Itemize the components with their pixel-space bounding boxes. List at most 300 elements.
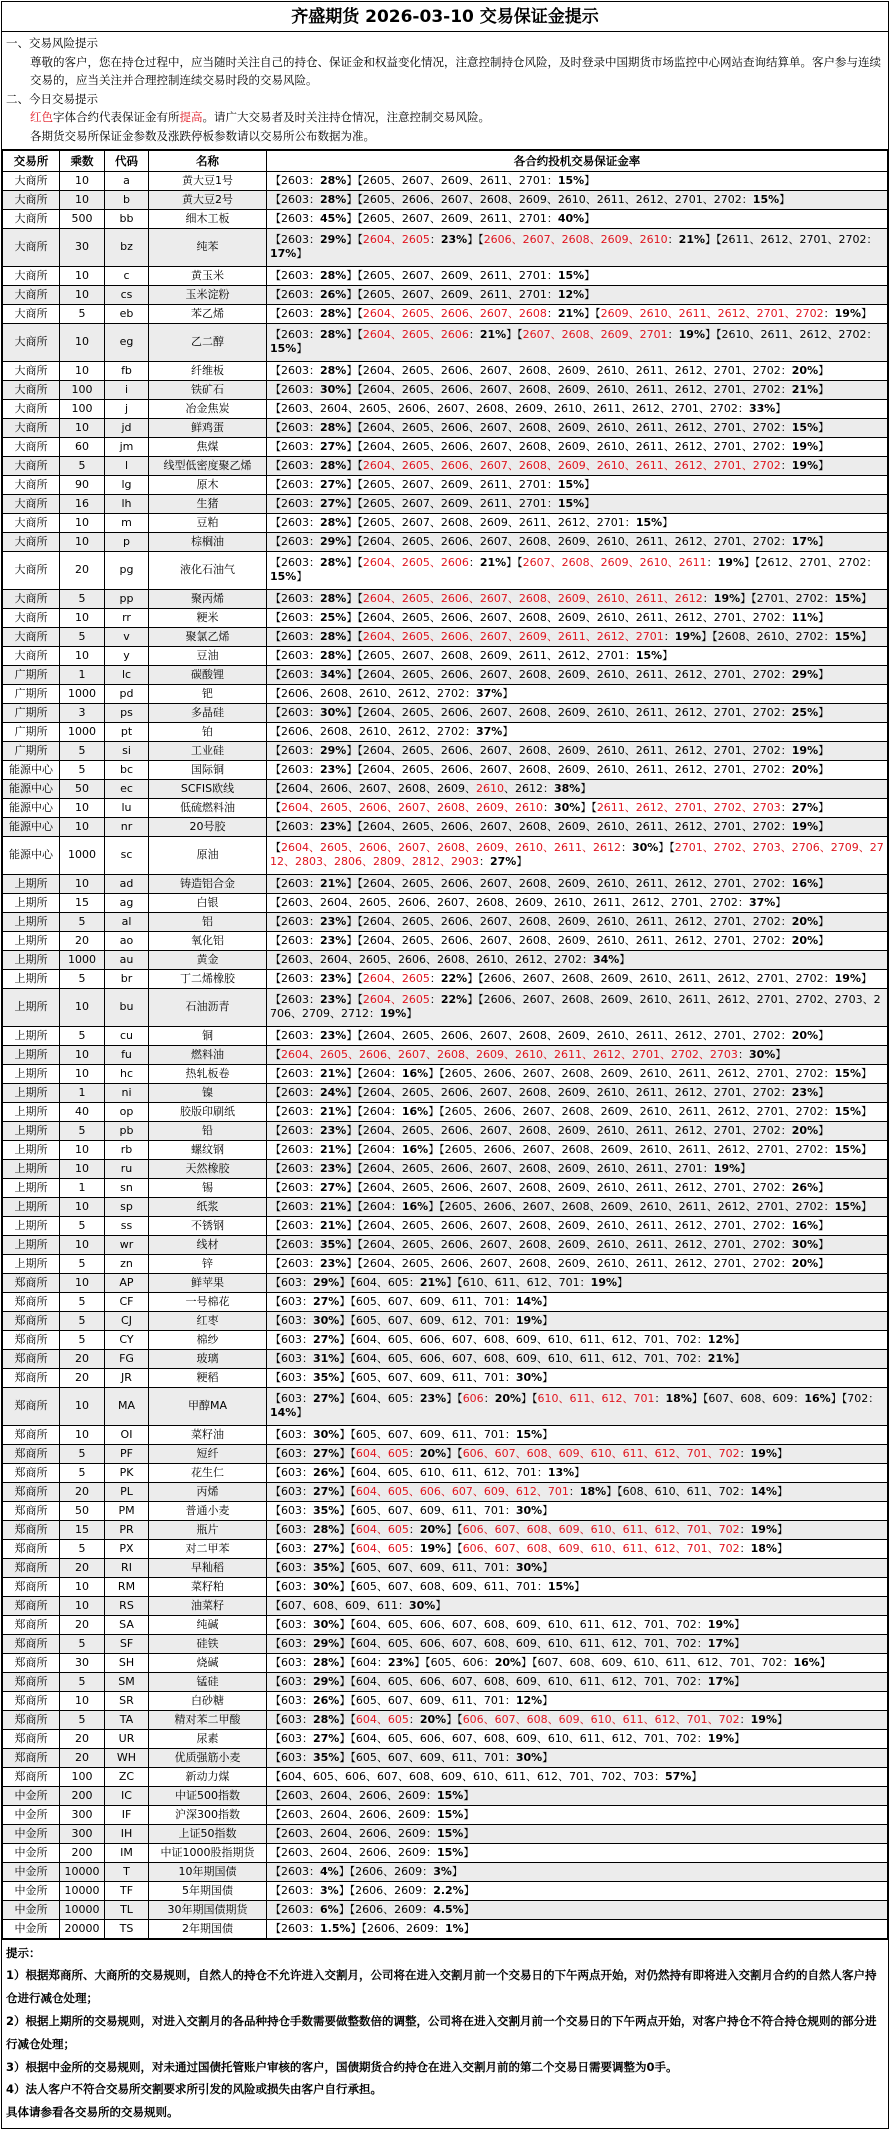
contracts: ： [429,971,441,985]
rate-value: 18% [665,1392,692,1406]
contracts: 】【2606、2607、2608、2609、2610、2611、2612、2701、2702、2703、2706、2709、2712： [270,993,881,1021]
table-header-row [3,150,888,171]
contracts: 】【 [339,1446,356,1460]
cell-exchange: 大商所 [3,190,60,209]
cell-name: 黄大豆2号 [149,190,267,209]
cell-code: WH [105,1748,149,1767]
cell-name: 丁二烯橡胶 [149,969,267,988]
contracts: ： [706,556,718,570]
cell-multiplier: 60 [60,437,105,456]
contracts: 【 [270,800,281,814]
rate-value: 37% [475,686,503,700]
rate-value: 23% [440,233,468,247]
cell-code: ag [105,893,149,912]
rate-value: 23% [320,1123,347,1137]
rate-value: 19% [590,1275,618,1289]
rate-value: 23% [387,1655,415,1669]
contracts: ： [620,841,632,855]
cell-margin-rate [267,1729,888,1748]
cell-code: p [105,532,149,551]
contracts: 】【702： [830,1392,880,1406]
cell-name: 对二甲苯 [149,1539,267,1558]
rate-value: 30% [631,841,659,855]
contracts: 】 [542,1313,554,1327]
cell-code: l [105,456,149,475]
cell-code: a [105,171,149,190]
cell-multiplier: 20 [60,931,105,950]
cell-code: bc [105,760,149,779]
contracts: 】【 [346,591,363,605]
table-row [3,1710,888,1729]
rate-value: 30% [515,1503,543,1517]
cell-multiplier: 5 [60,1216,105,1235]
cell-name: 玻璃 [149,1349,267,1368]
table-row [3,1824,888,1843]
cell-multiplier: 1000 [60,684,105,703]
cell-multiplier: 300 [60,1805,105,1824]
cell-code: ps [105,703,149,722]
cell-exchange: 郑商所 [3,1596,60,1615]
contracts: 【2603： [270,1142,320,1156]
rate-value: 28% [320,420,347,434]
cell-margin-rate [267,1710,888,1729]
cell-multiplier: 5 [60,1254,105,1273]
cell-margin-rate [267,475,888,494]
contracts: 【 [270,1047,281,1061]
rate-value: 16% [401,1066,429,1080]
cell-code: RI [105,1558,149,1577]
rate-value: 17% [791,534,819,548]
table-row [3,1805,888,1824]
contracts: 】 [463,1826,475,1840]
rate-value: 19% [515,1313,543,1327]
contracts: 】 [818,363,830,377]
contracts: 【2603： [270,382,320,396]
contracts: 】【2604、2605、2606、2607、2608、2609、2610、2611、2612、2701、2702： [346,876,792,890]
table-row [3,551,888,589]
cell-code: pb [105,1121,149,1140]
rate-value: 26% [313,1465,340,1479]
rate-value: 30% [515,1370,543,1384]
contracts: ： [663,629,675,643]
contracts: 】 [502,686,514,700]
cell-code: zn [105,1254,149,1273]
cell-name: 国际铜 [149,760,267,779]
cell-code: cs [105,285,149,304]
contracts: 】 [296,570,308,584]
table-row [3,1672,888,1691]
rate-value: 15% [635,648,663,662]
cell-name: 甲醇MA [149,1387,267,1425]
rate-value: 20% [791,1028,819,1042]
cell-margin-rate [267,1691,888,1710]
cell-margin-rate [267,1805,888,1824]
cell-name: 聚氯乙烯 [149,627,267,646]
contracts: 】【604、605、606、607、608、609、610、611、612、701、702： [339,1617,708,1631]
contracts: 】【605、607、609、611、701： [339,1560,516,1574]
cell-code: cu [105,1026,149,1045]
contracts: 【603： [270,1503,313,1517]
rate-value: 16% [791,876,819,890]
contracts: 】 [860,1066,872,1080]
contracts: 【2603： [270,819,320,833]
rate-value: 27% [320,477,347,491]
cell-exchange: 能源中心 [3,760,60,779]
contracts: 】 [617,1275,629,1289]
contracts: 【2603： [270,971,320,985]
rate-value: 38% [553,781,581,795]
cell-margin-rate [267,1121,888,1140]
cell-multiplier: 1000 [60,722,105,741]
cell-margin-rate [267,1615,888,1634]
table-row [3,532,888,551]
rate-value: 15% [834,1199,861,1213]
cell-code: IM [105,1843,149,1862]
cell-multiplier: 5 [60,1121,105,1140]
cell-multiplier: 20 [60,1615,105,1634]
rate-value: 28% [313,1522,340,1536]
cell-multiplier: 500 [60,209,105,228]
table-row [3,988,888,1026]
contracts: 】 [584,287,596,301]
cell-margin-rate [267,1919,888,1938]
contracts: 【603： [270,1446,313,1460]
rate-value: 30% [791,1237,819,1251]
cell-margin-rate [267,1520,888,1539]
rate-value: 28% [320,648,347,662]
rate-value: 15% [515,1427,543,1441]
footer-note: 4）法人客户不符合交易所交割要求所引发的风险或损失由客户自行承担。 [6,2082,382,2097]
raised-contracts: 606 [462,1392,484,1406]
table-row [3,1444,888,1463]
cell-name: 中证1000股指期货 [149,1843,267,1862]
contracts: ： [408,1541,420,1555]
raised-contracts: 606、607、608、609、610、611、612、701、702 [462,1522,740,1536]
rate-value: 15% [557,477,585,491]
cell-multiplier: 5 [60,456,105,475]
col-rate: 各合约投机交易保证金率 [267,150,888,171]
rate-value: 20% [791,1123,819,1137]
contracts: 】 [580,781,592,795]
cell-exchange: 中金所 [3,1805,60,1824]
cell-name: 锰硅 [149,1672,267,1691]
rate-value: 23% [320,933,347,947]
contracts: ： [739,1541,751,1555]
rate-value: 12% [515,1693,543,1707]
rate-value: 29% [313,1636,340,1650]
cell-code: wr [105,1235,149,1254]
contracts: 【2603： [270,556,320,570]
contracts: 】【605、607、609、611、701： [339,1693,516,1707]
cell-margin-rate [267,969,888,988]
col-name: 名称 [149,150,267,171]
table-row [3,817,888,836]
contracts: 【2603、2604、2606、2609： [270,1807,437,1821]
cell-margin-rate [267,1197,888,1216]
contracts: 】【604、605、606、607、608、609、610、611、612、701、702： [339,1332,708,1346]
raised-contracts: 604、605 [355,1522,409,1536]
contracts: 】【2604、2605、2606、2607、2608、2609、2610、2611、2612、2701、2702： [346,667,792,681]
rate-value: 23% [791,1085,819,1099]
contracts: 】【2606、2609： [338,1883,434,1897]
cell-multiplier: 20 [60,1482,105,1501]
table-row [3,1197,888,1216]
cell-code: fb [105,361,149,380]
cell-multiplier: 10 [60,1596,105,1615]
cell-code: fu [105,1045,149,1064]
rate-value: 19% [791,743,819,757]
cell-name: 线材 [149,1235,267,1254]
cell-margin-rate [267,266,888,285]
contracts: 【2603： [270,287,320,301]
rate-value: 15% [547,1579,575,1593]
cell-multiplier: 16 [60,494,105,513]
contracts: 】【 [339,1712,356,1726]
cell-multiplier: 5 [60,304,105,323]
table-row [3,969,888,988]
cell-exchange: 广期所 [3,722,60,741]
contracts: 】【605、607、609、612、701： [339,1313,516,1327]
contracts: 】【605、606： [414,1655,495,1669]
cell-code: c [105,266,149,285]
cell-exchange: 大商所 [3,437,60,456]
cell-name: 天然橡胶 [149,1159,267,1178]
contracts: 【2603： [270,1237,320,1251]
cell-code: IH [105,1824,149,1843]
rate-value: 19% [750,1712,777,1726]
cell-margin-rate [267,1862,888,1881]
contracts: 【2603： [270,993,320,1007]
cell-name: 锌 [149,1254,267,1273]
raised-contracts: 2607、2608、2609、2701 [522,328,668,342]
table-row [3,171,888,190]
rate-value: 15% [834,1142,861,1156]
contracts: 】【2604、2605、2606、2607、2608、2609、2610、2611、2612、2701、2702： [346,1028,792,1042]
raised-contracts: 606、607、608、609、610、611、612、701、702 [462,1541,740,1555]
contracts: 【603： [270,1294,313,1308]
cell-exchange: 中金所 [3,1843,60,1862]
contracts: 】【 [446,1392,463,1406]
contracts: 】【2701、2702： [740,591,835,605]
contracts: 】 [818,1218,830,1232]
contracts: 【2603： [270,1123,320,1137]
rate-value: 30% [553,800,581,814]
cell-margin-rate [267,1824,888,1843]
cell-exchange: 广期所 [3,665,60,684]
cell-multiplier: 5 [60,1634,105,1653]
contracts: 】 [775,895,787,909]
rate-value: 16% [791,1218,819,1232]
contracts: 】 [435,1598,447,1612]
contracts: 】 [542,1560,554,1574]
rate-value: 28% [320,328,347,342]
rate-value: 25% [320,610,347,624]
contracts: 】【 [346,556,363,570]
cell-margin-rate [267,1254,888,1273]
cell-exchange: 大商所 [3,589,60,608]
rate-value: 23% [320,1256,347,1270]
contracts: 【2603： [270,591,320,605]
table-row [3,646,888,665]
footer-note: 3）根据中金所的交易规则，对未通过国债托管账户审核的客户，国债期货合约持仓在进入交割月前的第二个交易日需要调整为0手。 [6,2059,678,2074]
contracts: 】【 [339,1541,356,1555]
table-row [3,1634,888,1653]
cell-exchange: 上期所 [3,893,60,912]
cell-code: pd [105,684,149,703]
contracts: 【2603： [270,420,320,434]
cell-name: 螺纹钢 [149,1140,267,1159]
cell-name: 乙二醇 [149,323,267,361]
cell-margin-rate [267,456,888,475]
contracts: 】【604、605： [339,1392,420,1406]
cell-multiplier: 5 [60,627,105,646]
contracts: 【2603： [270,762,320,776]
raised-contracts: 604、605 [355,1541,409,1555]
contracts: ： [654,1392,666,1406]
contracts: 【603： [270,1522,313,1536]
cell-multiplier: 10 [60,418,105,437]
table-row [3,1501,888,1520]
table-row [3,950,888,969]
rate-value: 15% [436,1826,464,1840]
cell-multiplier: 10 [60,1235,105,1254]
cell-name: 白银 [149,893,267,912]
contracts: 【2603、2604、2606、2609： [270,1826,437,1840]
contracts: 】【 [658,841,675,855]
contracts: 】【2605、2606、2607、2608、2609、2610、2611、2612、2701、2702： [346,192,753,206]
contracts: 【2603、2604、2605、2606、2607、2608、2609、2610、2611、2612、2701、2702： [270,401,749,415]
contracts: 【2603： [270,1921,320,1935]
footer-note: 2）根据上期所的交易规则，对进入交割月的各品种持仓手数需要做整数倍的调整，公司将在进入交割月前一个交易日的下午两点开始，对客户持仓不符合持仓规则的部分进行减仓处理； [6,2013,877,2051]
cell-exchange: 广期所 [3,684,60,703]
contracts: 】【2606、2609： [338,1902,434,1916]
contracts: 】【 [584,306,601,320]
cell-multiplier: 50 [60,779,105,798]
cell-multiplier: 5 [60,589,105,608]
cell-multiplier: 10 [60,1045,105,1064]
contracts: 】 [818,1085,830,1099]
cell-multiplier: 3 [60,703,105,722]
cell-code: b [105,190,149,209]
rate-value: 27% [313,1541,340,1555]
rate-value: 37% [748,895,776,909]
cell-exchange: 大商所 [3,228,60,266]
contracts: 】【2605、2607、2608、2609、2611、2612、2701： [346,648,636,662]
contracts: 】 [542,1370,554,1384]
cell-multiplier: 1000 [60,836,105,874]
cell-exchange: 能源中心 [3,798,60,817]
contracts: 【2603、2604、2605、2606、2607、2608、2609、2610、2611、2612、2701、2702： [270,895,749,909]
today-line-1-end: 。请广大交易者及时关注持仓情况，注意控制交易风险。 [202,110,490,125]
contracts: 】 [777,1541,788,1555]
contracts: 【2606、2608、2610、2612、2702： [270,724,476,738]
table-row [3,836,888,874]
rate-value: 30% [313,1617,340,1631]
contracts: 】 [818,1180,830,1194]
cell-exchange: 中金所 [3,1786,60,1805]
cell-exchange: 广期所 [3,741,60,760]
rate-value: 27% [320,439,347,453]
cell-exchange: 郑商所 [3,1653,60,1672]
cell-name: 铸造铝合金 [149,874,267,893]
risk-heading: 一、交易风险提示 [6,36,98,50]
rate-value: 27% [320,1180,347,1194]
cell-name: 黄大豆1号 [149,171,267,190]
contracts: 】 [818,800,830,814]
cell-name: 纯苯 [149,228,267,266]
cell-name: 菜籽油 [149,1425,267,1444]
table-row [3,1425,888,1444]
cell-multiplier: 10 [60,798,105,817]
rate-value: 19% [834,306,861,320]
contracts: 】【607、608、609： [691,1392,805,1406]
cell-margin-rate [267,1634,888,1653]
table-row [3,418,888,437]
cell-code: PR [105,1520,149,1539]
cell-exchange: 郑商所 [3,1387,60,1425]
cell-code: SF [105,1634,149,1653]
rate-value: 20% [494,1392,522,1406]
rate-value: 29% [320,534,347,548]
rate-value: 26% [320,287,347,301]
cell-multiplier: 5 [60,1463,105,1482]
contracts: 】 [463,1807,475,1821]
rate-value: 16% [793,1655,820,1669]
contracts: ： [667,328,679,342]
cell-margin-rate [267,171,888,190]
rate-value: 35% [313,1560,340,1574]
today-line-1-mid: 字体合约代表保证金有所 [53,110,180,125]
cell-multiplier: 50 [60,1501,105,1520]
cell-code: ao [105,931,149,950]
rate-value: 17% [707,1674,735,1688]
raised-contracts: 2701、2702、2703、2706、2709、2712、2803、2806、2809、2812、2903 [270,841,884,869]
table-row [3,703,888,722]
contracts: 】 [691,1769,703,1783]
contracts: 】 [574,1579,586,1593]
contracts: 【603： [270,1465,313,1479]
table-row [3,1273,888,1292]
rate-value: 15% [834,591,861,605]
rate-value: 19% [678,328,705,342]
cell-exchange: 大商所 [3,475,60,494]
rate-value: 19% [750,1446,777,1460]
contracts: 】 [860,629,872,643]
contracts: 】 [818,1123,830,1137]
cell-code: RS [105,1596,149,1615]
contracts: ： [780,800,792,814]
cell-name: 锡 [149,1178,267,1197]
cell-margin-rate [267,779,888,798]
rate-value: 20% [791,933,819,947]
rate-value: 21% [479,328,507,342]
contracts: 】 [451,1864,463,1878]
table-row [3,323,888,361]
rate-value: 23% [320,1161,347,1175]
cell-code: rb [105,1140,149,1159]
table-row [3,665,888,684]
contracts: 】【2604、2605、2606、2607、2608、2609、2610、2611、2612、2701、2702： [346,914,792,928]
raised-contracts: 2604、2605、2606、2607、2608、2609、2610、2611、2612、2701、2702、2703 [281,1047,738,1061]
cell-code: PM [105,1501,149,1520]
contracts: 【2603： [270,1902,320,1916]
rate-value: 30% [313,1579,340,1593]
contracts: 【2603： [270,173,320,187]
contracts: 】 [818,933,830,947]
table-row [3,1843,888,1862]
contracts: 】【 [346,458,363,472]
cell-exchange: 中金所 [3,1919,60,1938]
